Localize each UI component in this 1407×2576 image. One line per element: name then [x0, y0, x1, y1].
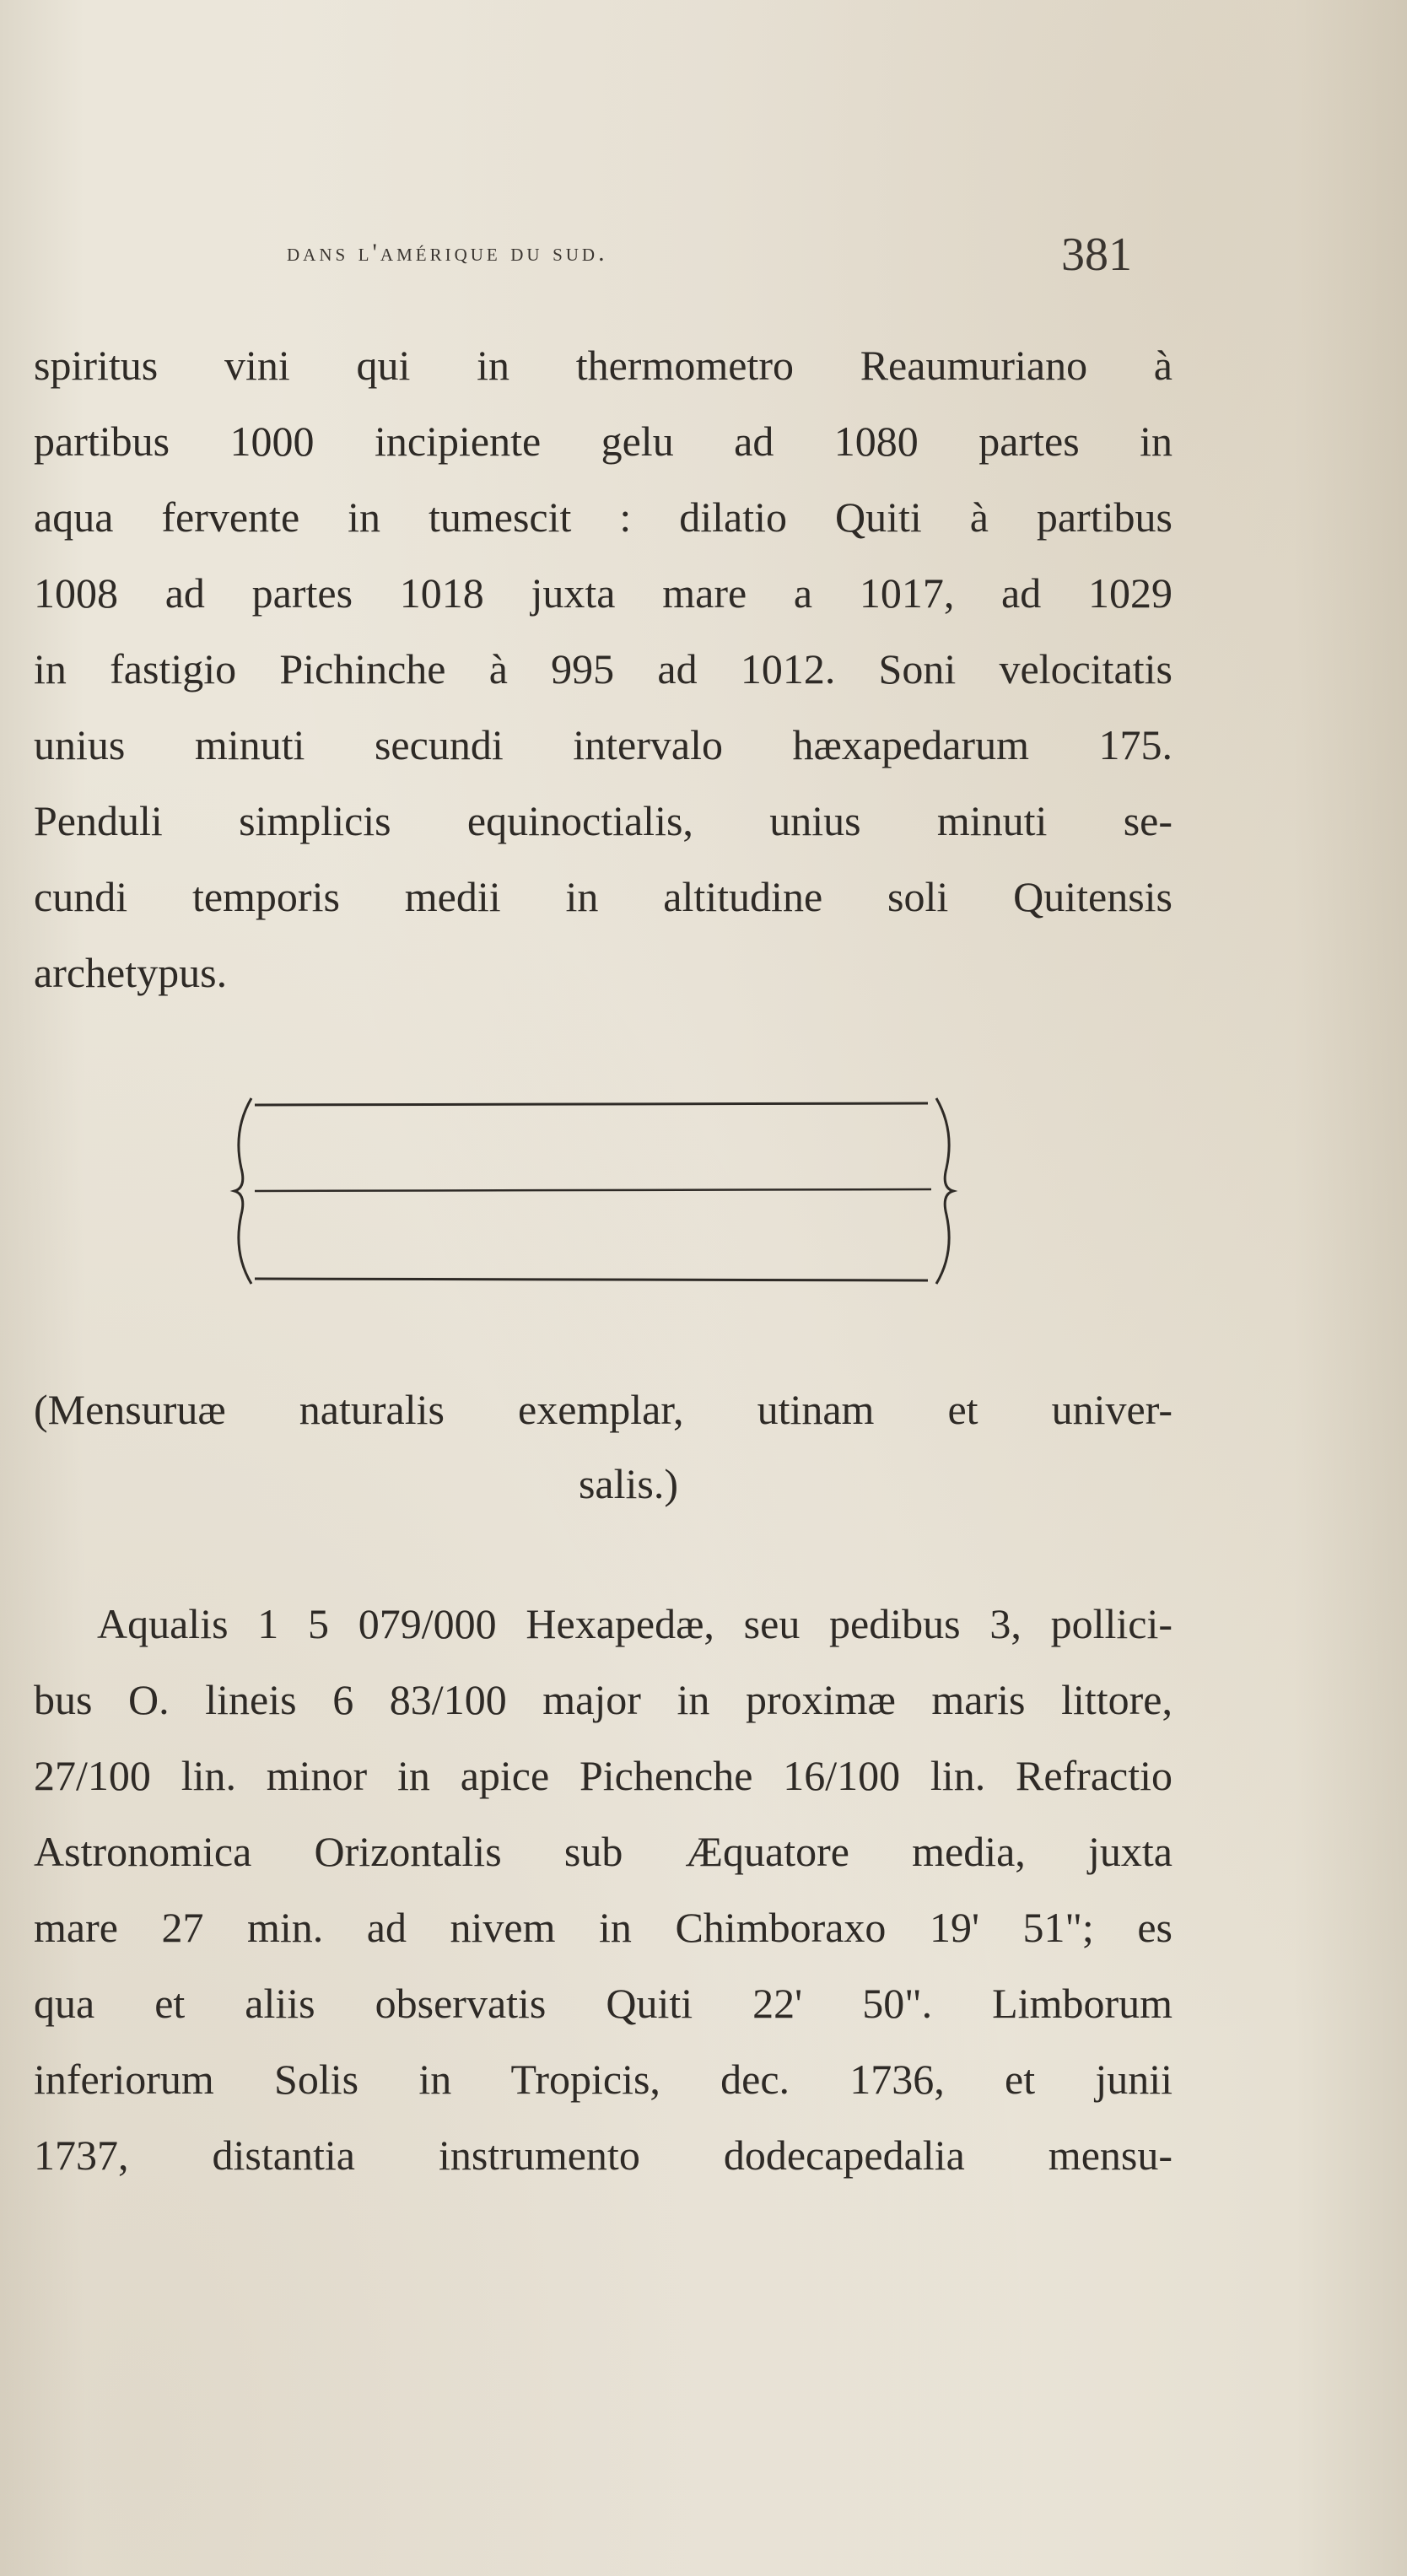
- text-line: Astronomica Orizontalis sub Æquatore media, juxta: [34, 1828, 1172, 1875]
- text-line: Aqualis 1 5 079/000 Hexapedæ, seu pedibus 3, pollici-: [97, 1600, 1172, 1647]
- text-line: 27/100 lin. minor in apice Pichenche 16/100 lin. Refractio: [34, 1752, 1172, 1799]
- text-line: 1737, distantia instrumento dodecapedalia mensu-: [34, 2131, 1172, 2179]
- text-line: qua et aliis observatis Quiti 22' 50". Limborum: [34, 1980, 1172, 2027]
- measure-line-middle: [255, 1189, 931, 1191]
- text-line: archetypus.: [34, 949, 228, 996]
- measure-line-bottom: [255, 1279, 928, 1280]
- text-line: Penduli simplicis equinoctialis, unius minuti se-: [34, 797, 1172, 844]
- left-bracket-shape: [234, 1098, 251, 1284]
- pendulum-length-figure: [226, 1088, 968, 1291]
- text-line: mare 27 min. ad nivem in Chimboraxo 19' 51"; es: [34, 1904, 1172, 1951]
- text-line: aqua fervente in tumescit : dilatio Quiti à partibus: [34, 493, 1172, 541]
- text-line: in fastigio Pichinche à 995 ad 1012. Soni velocitatis: [34, 645, 1172, 693]
- paragraph-1: [34, 327, 1172, 1010]
- text-line: spiritus vini qui in thermometro Reaumuriano à: [34, 342, 1172, 389]
- text-line: cundi temporis medii in altitudine soli Quitensis: [34, 873, 1172, 920]
- running-head: dans l'amérique du sud.: [287, 239, 608, 267]
- right-bracket-shape: [936, 1098, 953, 1284]
- text-line: inferiorum Solis in Tropicis, dec. 1736, et junii: [34, 2056, 1172, 2103]
- text-line: partibus 1000 incipiente gelu ad 1080 partes in: [34, 418, 1172, 465]
- paragraph-2: [34, 1586, 1172, 2193]
- text-line: unius minuti secundi intervalo hæxapedarum 175.: [34, 721, 1172, 768]
- caption-line: (Mensuruæ naturalis exemplar, utinam et univer-: [34, 1386, 1172, 1433]
- caption-line: salis.): [578, 1460, 679, 1507]
- page-number: 381: [1061, 229, 1132, 281]
- text-line: 1008 ad partes 1018 juxta mare a 1017, ad 1029: [34, 569, 1172, 617]
- measure-line-top: [255, 1103, 928, 1105]
- caption: [34, 1372, 1172, 1521]
- text-line: bus O. lineis 6 83/100 major in proximæ maris littore,: [34, 1676, 1172, 1723]
